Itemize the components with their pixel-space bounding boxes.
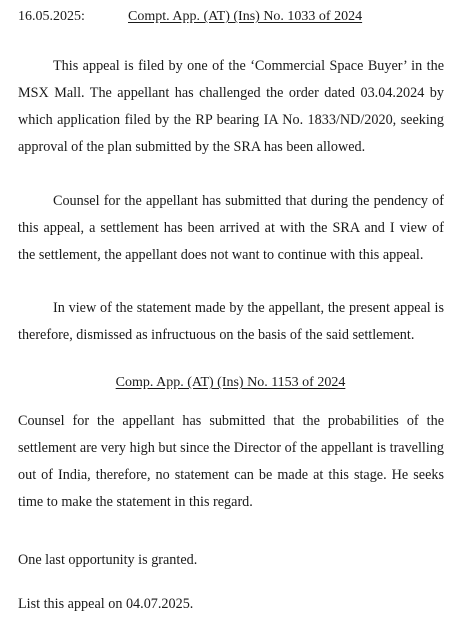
paragraph-dismissal: In view of the statement made by the appellant, the present appeal is therefore, dismissed as infructuous on the basis of the said settlement. — [18, 300, 444, 343]
paragraph-second-case-submission: Counsel for the appellant has submitted that the probabilities of the settlement are very high but since the Director of the appellant is travelling out of India, therefore, no statement can be made at this stage. He seeks time to make the statement in this regard. — [18, 413, 444, 510]
paragraph-last-opportunity: One last opportunity is granted. — [18, 552, 198, 568]
case-title: Compt. App. (AT) (Ins) No. 1033 of 2024 — [128, 9, 363, 24]
order-date: 16.05.2025: — [18, 9, 85, 24]
second-case-title: Comp. App. (AT) (Ins) No. 1153 of 2024 — [115, 375, 346, 390]
paragraph-settlement-submission: Counsel for the appellant has submitted that during the pendency of this appeal, a settlement has been arrived at with the SRA and I view of the settlement, the appellant does not want to continue with this appeal. — [18, 193, 444, 263]
paragraph-listing-date: List this appeal on 04.07.2025. — [18, 596, 194, 612]
paragraph-appeal-description: This appeal is filed by one of the ‘Commercial Space Buyer’ in the MSX Mall. The appellant has challenged the order dated 03.04.2024 by which application filed by the RP bearing IA No. 1833/ND/2020, seeking approval of the plan submitted by the SRA has been allowed. — [18, 58, 444, 155]
second-case-heading — [0, 375, 461, 391]
